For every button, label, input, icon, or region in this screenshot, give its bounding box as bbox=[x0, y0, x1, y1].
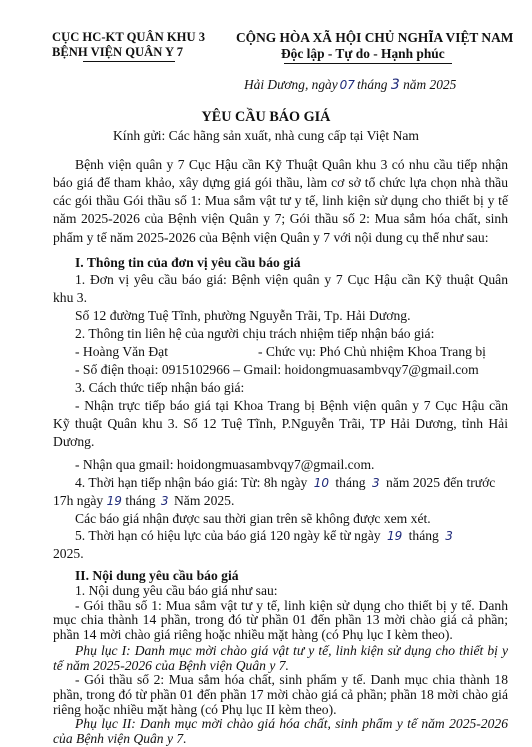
deadline-text: 17h ngày bbox=[53, 493, 104, 508]
deadline-text: 4. Thời hạn tiếp nhận báo giá: Từ: 8h ngày bbox=[75, 475, 308, 490]
deadline-line bbox=[75, 474, 495, 492]
document-title: YÊU CẦU BÁO GIÁ bbox=[201, 109, 331, 125]
org-name: BỆNH VIỆN QUÂN Y 7 bbox=[52, 45, 184, 59]
deadline-start-month: 3 bbox=[371, 476, 380, 490]
date-prefix: Hải Dương, ngày bbox=[244, 77, 338, 92]
date-day: 07 bbox=[339, 78, 355, 92]
package-1-line: mục chia thành 14 phần, trong đó từ phần 01 đến phần 13 mời chào giá cả phần; bbox=[53, 612, 508, 628]
contact-name: - Hoàng Văn Đạt bbox=[75, 344, 168, 359]
org-underline bbox=[83, 61, 175, 62]
deadline-line bbox=[53, 492, 234, 510]
package-2-line: riêng hoặc nhiều mặt hàng (có Phụ lục II kèm theo). bbox=[53, 701, 337, 717]
intro-line: các gói thầu Gói thầu số 1: Mua sắm vật tư y tế, linh kiện sử dụng cho thiết bị y tế bbox=[53, 193, 508, 208]
intro-line: phẩm y tế năm 2025-2026 của Bệnh viện Quân y 7 với nội dung cụ thể như sau: bbox=[53, 230, 489, 245]
intro-line: Bệnh viện quân y 7 Cục Hậu cần Kỹ Thuật Quân khu 3 có nhu cầu tiếp nhận bbox=[75, 157, 508, 172]
validity-text: tháng bbox=[408, 528, 439, 543]
receive-method-heading: 3. Cách thức tiếp nhận báo giá: bbox=[75, 380, 245, 395]
deadline-text: tháng bbox=[335, 475, 366, 490]
package-2-line: - Gói thầu số 2: Mua sắm hóa chất, sinh phẩm y tế. Danh mục chia thành 18 bbox=[75, 672, 508, 688]
deadline-text: Năm 2025. bbox=[173, 493, 235, 508]
validity-text: 5. Thời hạn có hiệu lực của báo giá 120 ngày kể từ ngày bbox=[75, 528, 381, 543]
section-1-heading: I. Thông tin của đơn vị yêu cầu báo giá bbox=[75, 255, 301, 270]
issue-date bbox=[244, 76, 456, 94]
date-month: 3 bbox=[390, 77, 400, 93]
receive-direct-line: Kỹ thuật Quân khu 3. Số 12 Tuệ Tĩnh, P.Nguyễn Trãi, TP Hải Dương, tỉnh Hải bbox=[53, 416, 508, 431]
package-2-line: phần, trong đó từ phần 01 đến phần 17 mời chào giá cả phần; phần 18 mời chào giá bbox=[53, 687, 508, 703]
national-title: CỘNG HÒA XÃ HỘI CHỦ NGHĨA VIỆT NAM bbox=[236, 30, 514, 45]
receive-direct-line: - Nhận trực tiếp báo giá tại Khoa Trang bị Bệnh viện quân y 7 Cục Hậu cần bbox=[75, 398, 508, 413]
intro-line: báo giá để tham khảo, xây dựng giá gói thầu, làm cơ sở tổ chức lựa chọn nhà thầu bbox=[53, 175, 508, 190]
content-heading: 1. Nội dung yêu cầu báo giá như sau: bbox=[75, 582, 278, 598]
appendix-1-line: Phụ lục I: Danh mục mời chào giá vật tư y tế, linh kiện sử dụng cho thiết bị y bbox=[75, 643, 508, 659]
contact-phone-email: - Số điện thoại: 0915102966 – Gmail: hoidongmuasambvqy7@gmail.com bbox=[75, 362, 479, 377]
validity-year: 2025. bbox=[53, 546, 84, 561]
validity-day: 19 bbox=[386, 529, 403, 543]
org-parent: CỤC HC-KT QUÂN KHU 3 bbox=[52, 30, 205, 44]
appendix-2-line: của Bệnh viện Quân y 7. bbox=[53, 731, 187, 746]
contact-role: - Chức vụ: Phó Chủ nhiệm Khoa Trang bị bbox=[258, 344, 486, 359]
requester-line: 1. Đơn vị yêu cầu báo giá: Bệnh viện quân y 7 Cục Hậu cần Kỹ thuật Quân bbox=[75, 272, 508, 287]
section-2-heading: II. Nội dung yêu cầu báo giá bbox=[75, 568, 239, 584]
validity-line bbox=[75, 527, 456, 545]
deadline-text: năm 2025 đến trước bbox=[386, 475, 496, 490]
receive-email: - Nhận qua gmail: hoidongmuasambvqy7@gmail.com. bbox=[75, 457, 375, 472]
deadline-end-day: 19 bbox=[106, 494, 122, 508]
package-1-line: phần 14 mời chào giá riêng hoặc nhiều mặt hàng (có Phụ lục I kèm theo). bbox=[53, 626, 453, 642]
date-month-label: tháng bbox=[356, 77, 388, 92]
appendix-1-line: tế năm 2025-2026 của Bệnh viện Quân y 7. bbox=[53, 657, 289, 673]
national-motto: Độc lập - Tự do - Hạnh phúc bbox=[281, 46, 445, 61]
requester-address: Số 12 đường Tuệ Tĩnh, phường Nguyễn Trãi, Tp. Hải Dương. bbox=[75, 308, 411, 323]
deadline-start-day: 10 bbox=[313, 476, 329, 490]
deadline-text: tháng bbox=[125, 493, 156, 508]
date-year: năm 2025 bbox=[403, 77, 457, 92]
requester-line: khu 3. bbox=[53, 290, 87, 305]
appendix-2-line: Phụ lục II: Danh mục mời chào giá hóa chất, sinh phẩm y tế năm 2025-2026 bbox=[75, 716, 508, 732]
late-submission-note: Các báo giá nhận được sau thời gian trên sẽ không được xem xét. bbox=[75, 511, 431, 526]
recipient-line: Kính gửi: Các hãng sản xuất, nhà cung cấp tại Việt Nam bbox=[112, 128, 420, 143]
deadline-end-month: 3 bbox=[160, 494, 169, 508]
package-1-line: - Gói thầu số 1: Mua sắm vật tư y tế, linh kiện sử dụng cho thiết bị y tế. Danh bbox=[75, 597, 508, 613]
contact-heading: 2. Thông tin liên hệ của người chịu trách nhiệm tiếp nhận báo giá: bbox=[75, 326, 435, 341]
validity-month: 3 bbox=[445, 529, 453, 543]
intro-line: năm 2025-2026 của Bệnh viện Quân y 7; Gói thầu số 2: Mua sắm hóa chất, sinh bbox=[53, 211, 508, 226]
motto-underline bbox=[284, 63, 452, 64]
receive-direct-line: Dương. bbox=[53, 434, 95, 449]
